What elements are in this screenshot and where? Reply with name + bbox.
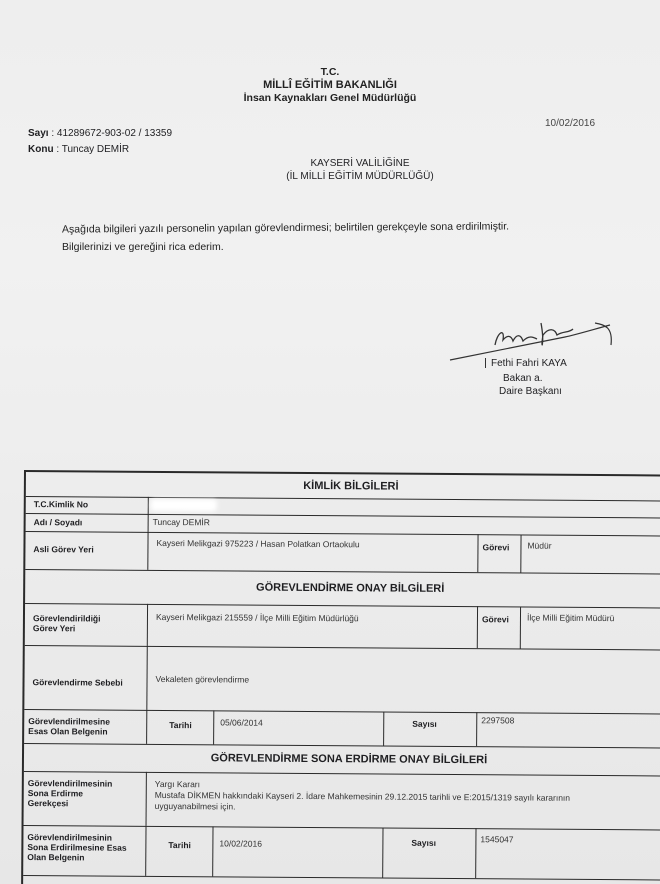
gerekce-label [24, 771, 147, 826]
gerekce-label-line2: Sona Erdirme [27, 788, 84, 799]
konu-value: : Tuncay DEMİR [56, 144, 130, 155]
asli-row [25, 531, 660, 575]
sona-belge-label-line1: Görevlendirilmesinin [27, 832, 113, 843]
sayi-value: : 41289672-903-02 / 13359 [51, 128, 173, 139]
gerekce-value-line1: Yargı Kararı [154, 778, 201, 790]
recipient-line1: KAYSERİ VALİLİĞİNE [310, 158, 410, 169]
asli-label: Asli Görev Yeri [25, 531, 148, 570]
document-date: 10/02/2016 [545, 118, 596, 129]
sayi-label: Sayı [28, 128, 49, 139]
signatory-name-line [485, 358, 567, 369]
gorevlendirildigi-row [25, 603, 660, 651]
gerekce-row [24, 771, 660, 831]
signatory-title1: Bakan a. [503, 373, 543, 384]
sona-belge-label-line2: Sona Erdirilmesine Esas [27, 842, 127, 853]
gerekce-label-line3: Gerekçesi [27, 798, 69, 809]
esas-sayi-value: 2297508 [481, 715, 515, 726]
esas-row [24, 709, 660, 749]
asli-value: Kayseri Melikgazi 975223 / Hasan Polatkan Ortaokulu [148, 532, 478, 572]
signature-stroke [485, 358, 486, 368]
esas-label-line2: Esas Olan Belgenin [28, 726, 108, 737]
gorevi-value: Müdür [527, 540, 552, 551]
esas-sayisi-label: Sayısı [384, 712, 477, 747]
sona-belge-label [23, 825, 146, 876]
sona-tarih-value: 10/02/2016 [213, 826, 383, 877]
signatory-title2: Daire Başkanı [499, 386, 562, 397]
sona-tarihi-label: Tarihi [146, 826, 213, 876]
esas-tarih-value: 05/06/2014 [214, 710, 384, 745]
sayi-line [28, 128, 172, 139]
header-tc: T.C. [320, 66, 340, 78]
ad-value: Tuncay DEMİR [152, 516, 210, 528]
sona-title: GÖREVLENDİRME SONA ERDİRME ONAY BİLGİLERİ [210, 752, 488, 767]
gorevi2-label: Görevi [478, 606, 521, 648]
onay-title: GÖREVLENDİRME ONAY BİLGİLERİ [256, 581, 445, 595]
sebep-value: Vekaleten görevlendirme [155, 673, 250, 685]
gerekce-label-line1: Görevlendirilmesinin [27, 778, 113, 789]
personnel-table [21, 470, 660, 884]
redaction-mark [151, 499, 217, 511]
esas-label [24, 709, 147, 744]
sona-sayi-value: 1545047 [480, 834, 514, 845]
body-closing: Bilgilerinizi ve gereğini rica ederim. [62, 241, 224, 253]
header-ministry: MİLLÎ EĞİTİM BAKANLIĞI [263, 79, 397, 91]
tc-label: T.C.Kimlik No [26, 496, 149, 514]
gerekce-value-line2: Mustafa DİKMEN hakkındaki Kayseri 2. İdare Mahkemesinin 29.12.2015 tarihli ve E:2015/1319 sayılı kararının [154, 789, 571, 803]
sona-sayisi-label: Sayısı [383, 828, 476, 879]
esas-tarihi-label: Tarihi [147, 710, 214, 744]
recipient-line2: (İL MİLLİ EĞİTİM MÜDÜRLÜĞÜ) [286, 171, 434, 182]
gorevlendirildigi-value: Kayseri Melikgazi 215559 / İlçe Milli Eğitim Müdürlüğü [148, 604, 478, 648]
sona-belge-row [23, 825, 660, 881]
konu-line [28, 144, 129, 155]
body-paragraph: Aşağıda bilgileri yazılı personelin yapılan görevlendirmesi; belirtilen gerekçeyle sona erdirilmiştir. [61, 220, 510, 236]
gorevi2-value: İlçe Milli Eğitim Müdürü [526, 612, 615, 624]
gerekce-value [147, 772, 660, 830]
sebep-row [24, 645, 660, 715]
gorevlendirildigi-label-line2: Görev Yeri [32, 623, 76, 634]
esas-label-line1: Görevlendirilmesine [28, 716, 111, 727]
signatory-name: Fethi Fahri KAYA [491, 358, 567, 369]
gorevlendirildigi-label-line1: Görevlendirildiği [32, 613, 101, 624]
gorevi-label: Görevi [478, 534, 521, 572]
kimlik-title: KİMLİK BİLGİLERİ [303, 479, 399, 493]
header-department: İnsan Kaynakları Genel Müdürlüğü [243, 92, 417, 104]
sona-belge-label-line3: Olan Belgenin [27, 852, 85, 863]
ad-label: Adı / Soyadı [26, 513, 149, 532]
gerekce-value-line3: uyguyanabilmesi için. [154, 800, 236, 812]
gorevlendirildigi-label [25, 603, 148, 646]
sebep-label: Görevlendirme Sebebi [24, 645, 147, 710]
konu-label: Konu [28, 144, 54, 155]
onay-section-row [25, 569, 660, 609]
